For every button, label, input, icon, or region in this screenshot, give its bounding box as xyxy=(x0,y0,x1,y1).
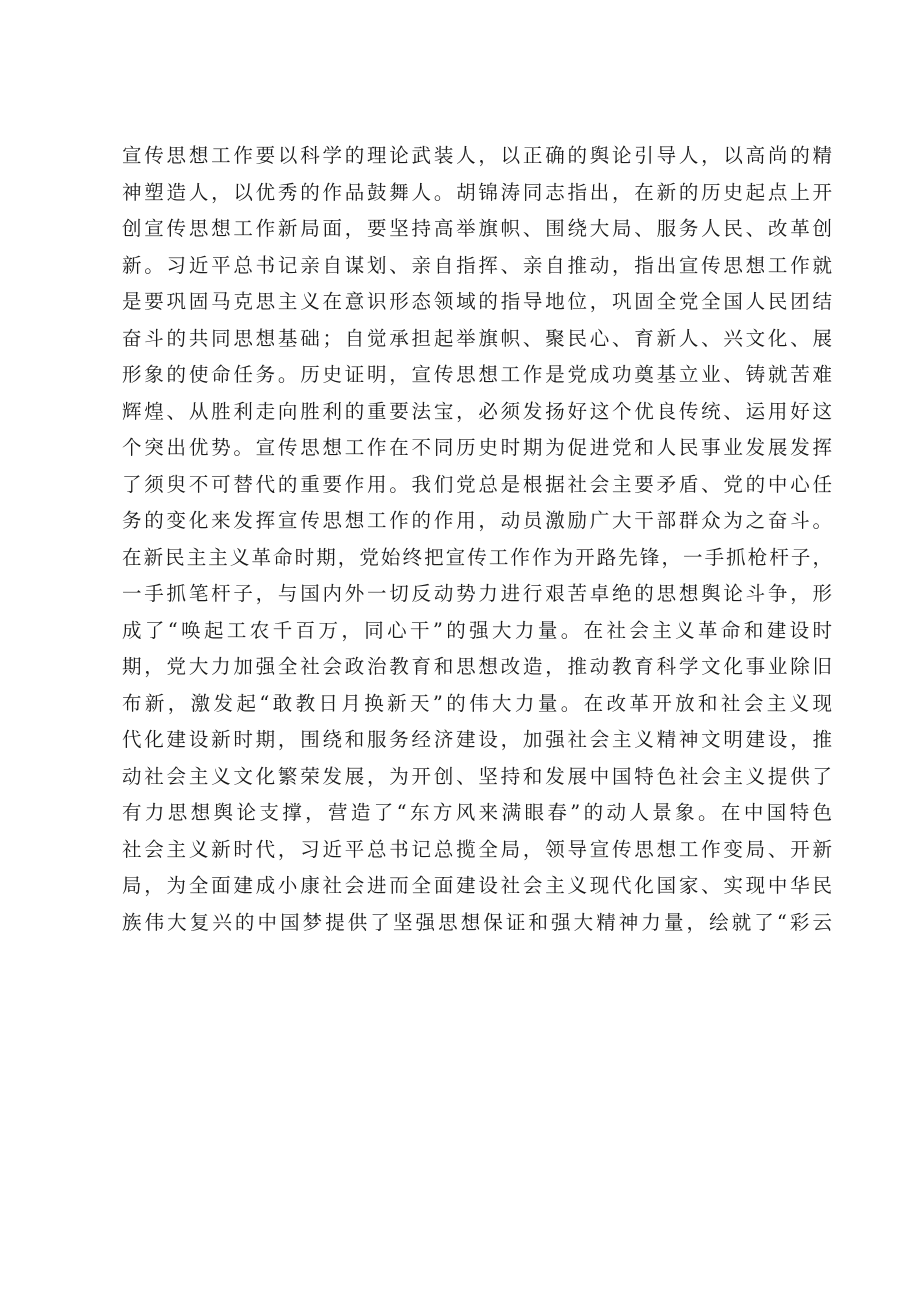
text-line: 宣传思想工作要以科学的理论武装人，以正确的舆论引导人，以高尚的精 xyxy=(122,144,832,167)
text-line: 期，党大力加强全社会政治教育和思想改造，推动教育科学文化事业除旧 xyxy=(122,655,832,678)
text-line: 动社会主义文化繁荣发展，为开创、坚持和发展中国特色社会主义提供了 xyxy=(122,764,832,788)
text-line: 奋斗的共同思想基础；自觉承担起举旗帜、聚民心、育新人、兴文化、展 xyxy=(122,326,832,350)
text-line: 族伟大复兴的中国梦提供了坚强思想保证和强大精神力量，绘就了“彩云 xyxy=(122,910,832,934)
text-line: 了须臾不可替代的重要作用。我们党总是根据社会主要矛盾、党的中心任 xyxy=(122,472,832,496)
text-line: 辉煌、从胜利走向胜利的重要法宝，必须发扬好这个优良传统、运用好这 xyxy=(122,399,832,423)
text-line: 成了“唤起工农千百万，同心干”的强大力量。在社会主义革命和建设时 xyxy=(122,618,832,642)
body-paragraph xyxy=(122,138,832,941)
text-line: 新。习近平总书记亲自谋划、亲自指挥、亲自推动，指出宣传思想工作就 xyxy=(122,253,832,277)
text-line: 个突出优势。宣传思想工作在不同历史时期为促进党和人民事业发展发挥 xyxy=(122,436,832,459)
text-line: 有力思想舆论支撑，营造了“东方风来满眼春”的动人景象。在中国特色 xyxy=(122,801,832,824)
text-line: 一手抓笔杆子，与国内外一切反动势力进行艰苦卓绝的思想舆论斗争，形 xyxy=(122,582,832,605)
text-line: 社会主义新时代，习近平总书记总揽全局，领导宣传思想工作变局、开新 xyxy=(122,837,832,861)
text-line: 是要巩固马克思主义在意识形态领域的指导地位，巩固全党全国人民团结 xyxy=(122,290,832,313)
text-line: 布新，激发起“敢教日月换新天”的伟大力量。在改革开放和社会主义现 xyxy=(122,691,832,715)
text-line: 务的变化来发挥宣传思想工作的作用，动员激励广大干部群众为之奋斗。 xyxy=(122,509,832,532)
text-line: 创宣传思想工作新局面，要坚持高举旗帜、围绕大局、服务人民、改革创 xyxy=(122,217,832,240)
text-line: 局，为全面建成小康社会进而全面建设社会主义现代化国家、实现中华民 xyxy=(122,874,832,897)
text-line: 形象的使命任务。历史证明，宣传思想工作是党成功奠基立业、铸就苦难 xyxy=(122,363,832,386)
text-line: 在新民主主义革命时期，党始终把宣传工作作为开路先锋，一手抓枪杆子， xyxy=(122,545,832,569)
text-line: 代化建设新时期，围绕和服务经济建设，加强社会主义精神文明建设，推 xyxy=(122,728,832,751)
text-line: 神塑造人，以优秀的作品鼓舞人。胡锦涛同志指出，在新的历史起点上开 xyxy=(122,180,832,204)
